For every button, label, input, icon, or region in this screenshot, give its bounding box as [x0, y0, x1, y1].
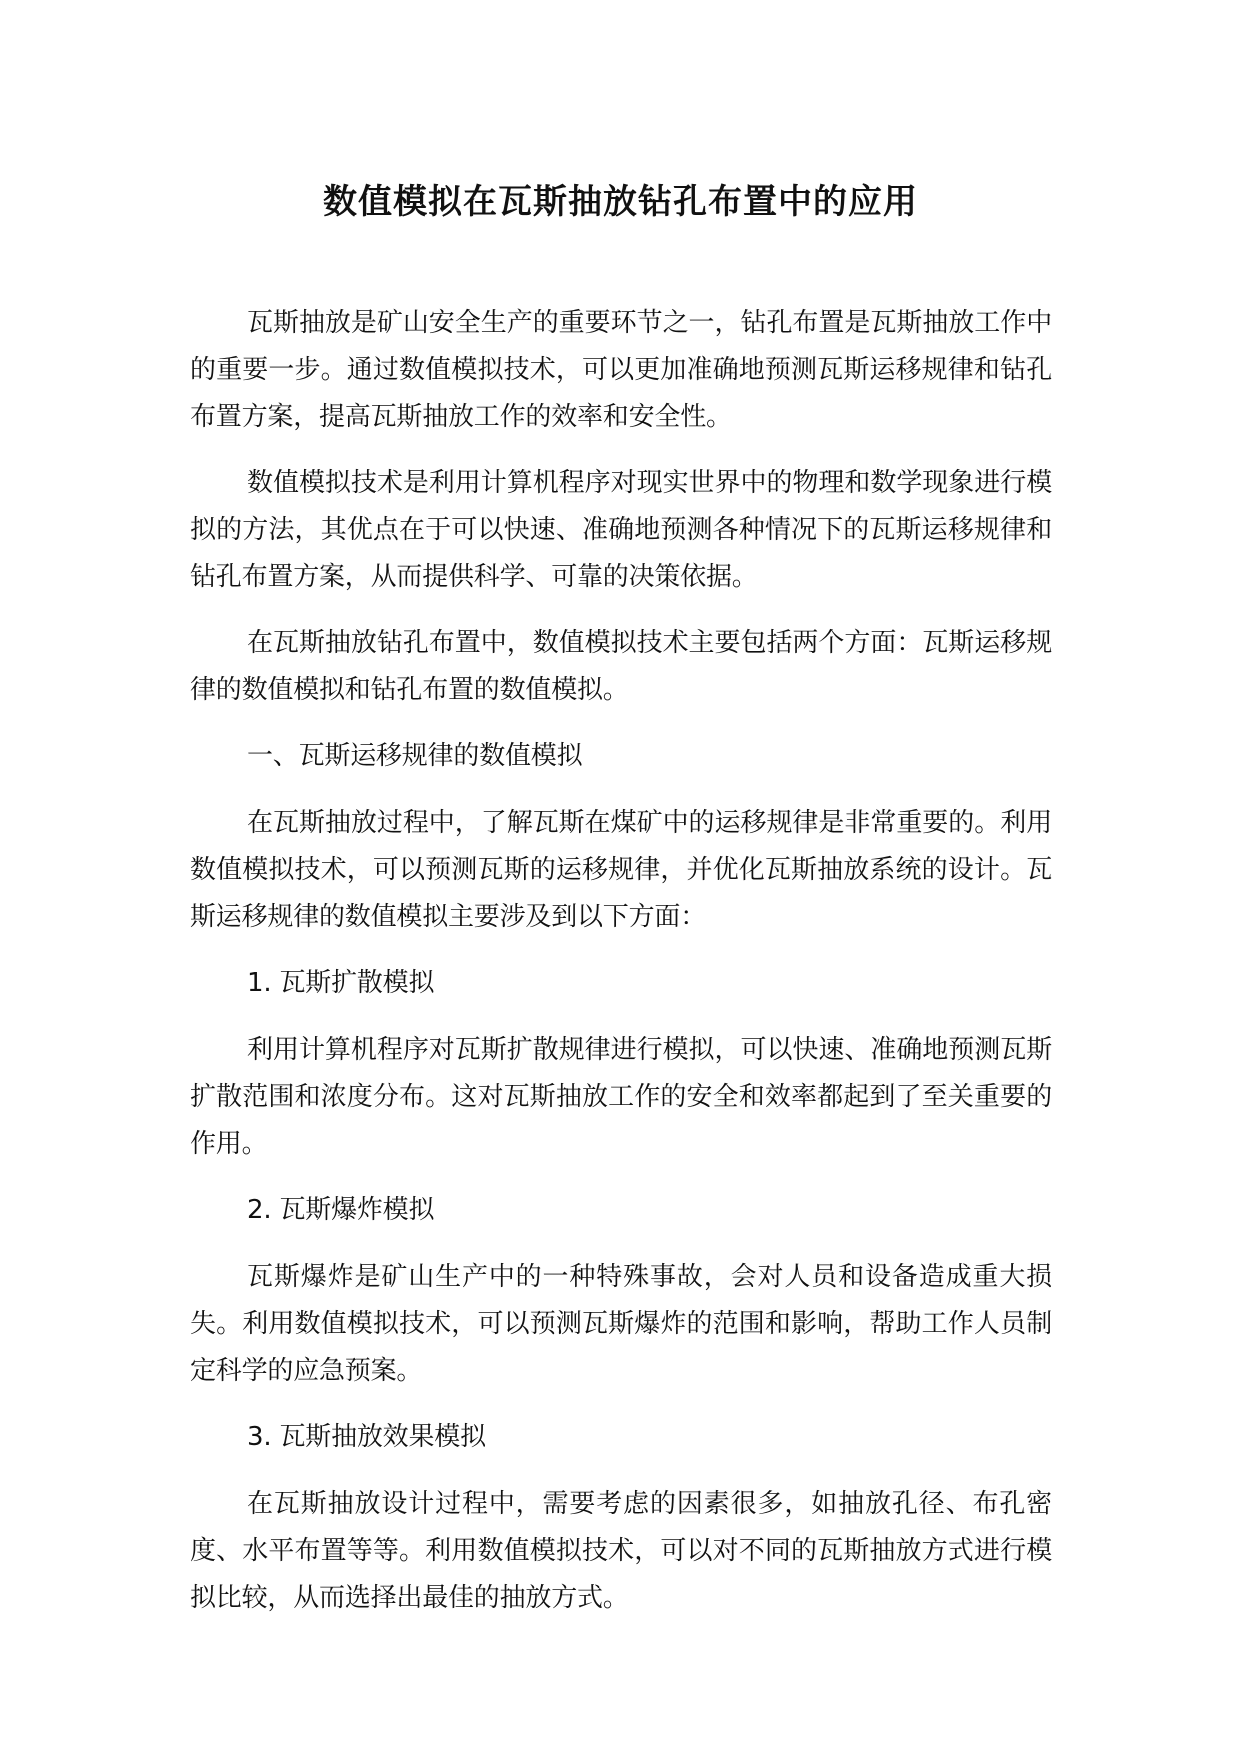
paragraph-explosion: 瓦斯爆炸是矿山生产中的一种特殊事故，会对人员和设备造成重大损失。利用数值模拟技术，可以预测瓦斯爆炸的范围和影响，帮助工作人员制定科学的应急预案。 — [190, 1262, 1052, 1386]
paragraph-migration: 在瓦斯抽放过程中，了解瓦斯在煤矿中的运移规律是非常重要的。利用数值模拟技术，可以预测瓦斯的运移规律，并优化瓦斯抽放系统的设计。瓦斯运移规律的数值模拟主要涉及到以下方面： — [190, 808, 1052, 932]
document-title: 数值模拟在瓦斯抽放钻孔布置中的应用 — [323, 182, 918, 222]
paragraph-aspects: 在瓦斯抽放钻孔布置中，数值模拟技术主要包括两个方面：瓦斯运移规律的数值模拟和钻孔布置的数值模拟。 — [190, 628, 1052, 705]
subheading-explosion: 2. 瓦斯爆炸模拟 — [247, 1195, 435, 1225]
paragraph-intro: 瓦斯抽放是矿山安全生产的重要环节之一，钻孔布置是瓦斯抽放工作中的重要一步。通过数值模拟技术，可以更加准确地预测瓦斯运移规律和钻孔布置方案，提高瓦斯抽放工作的效率和安全性。 — [190, 308, 1052, 432]
document-body — [190, 300, 1052, 1641]
paragraph-diffusion: 利用计算机程序对瓦斯扩散规律进行模拟，可以快速、准确地预测瓦斯扩散范围和浓度分布。这对瓦斯抽放工作的安全和效率都起到了至关重要的作用。 — [190, 1035, 1052, 1159]
subheading-extraction: 3. 瓦斯抽放效果模拟 — [247, 1422, 486, 1452]
section-heading-1: 一、瓦斯运移规律的数值模拟 — [247, 741, 583, 771]
paragraph-extraction: 在瓦斯抽放设计过程中，需要考虑的因素很多，如抽放孔径、布孔密度、水平布置等等。利用数值模拟技术，可以对不同的瓦斯抽放方式进行模拟比较，从而选择出最佳的抽放方式。 — [190, 1489, 1052, 1613]
subheading-diffusion: 1. 瓦斯扩散模拟 — [247, 968, 435, 998]
paragraph-definition: 数值模拟技术是利用计算机程序对现实世界中的物理和数学现象进行模拟的方法，其优点在于可以快速、准确地预测各种情况下的瓦斯运移规律和钻孔布置方案，从而提供科学、可靠的决策依据。 — [190, 468, 1052, 592]
